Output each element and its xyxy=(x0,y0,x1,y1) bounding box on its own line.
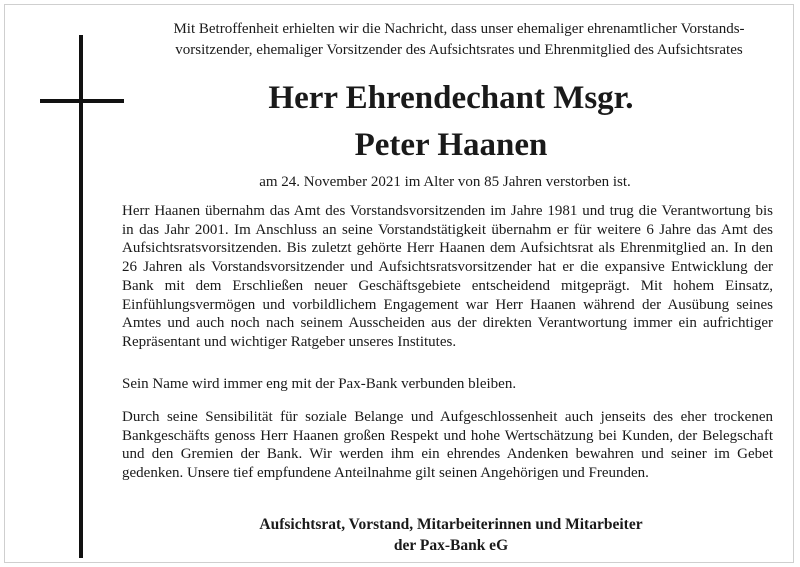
intro-line-1: Mit Betroffenheit erhielten wir die Nachricht, dass unser ehemaliger ehrenamtlicher Vorstands- xyxy=(173,21,745,37)
condolence-paragraph: Durch seine Sensibilität für soziale Belange und Aufgeschlossenheit auch jenseits des eher trockenen Bankgeschäfts genoss Herr Haanen großen Respekt und hohe Wertschätzung bei Kunden, der Belegschaft und den Gremien der Bank. Wir werden ihm ein ehrendes Andenken bewahren und seiner im Gebet gedenken. Unsere tief empfundene Anteilnahme gilt seinen Angehörigen und Freunden. xyxy=(122,409,773,482)
intro-text xyxy=(118,19,800,61)
remembrance-paragraph: Sein Name wird immer eng mit der Pax-Bank verbunden bleiben. xyxy=(122,376,517,392)
signature-line-1: Aufsichtsrat, Vorstand, Mitarbeiterinnen und Mitarbeiter xyxy=(259,516,643,533)
cross-vertical-bar xyxy=(79,35,83,558)
deceased-title: Herr Ehrendechant Msgr. xyxy=(268,80,634,116)
death-date-line: am 24. November 2021 im Alter von 85 Jahren verstorben ist. xyxy=(259,174,631,190)
cross-horizontal-bar xyxy=(40,99,124,103)
signature-line-2: der Pax-Bank eG xyxy=(393,537,509,554)
biography-paragraph: Herr Haanen übernahm das Amt des Vorstandsvorsitzenden im Jahre 1981 und trug die Verantwortung bis in das Jahr 2001. Im Anschluss an seine Vorstandstätigkeit übernahm er für weitere 6 Jahre das Amt des Aufsichtsratsvorsitzenden. Bis zuletzt gehörte Herr Haanen dem Aufsichtsrat als Ehrenmitglied an. In den 26 Jahren als Vorstandsvorsitzender und Aufsichtsratsvorsitzender hat er die expansive Entwicklung der Bank mit dem Erschließen neuer Geschäftsgebiete entscheidend mitgeprägt. Mit hohem Einsatz, Einfühlungsvermögen und vorbildlichem Engagement war Herr Haanen während der Ausübung seines Amtes und auch noch nach seinem Ausscheiden aus der direkten Verantwortung immer ein aufrichtiger Repräsentant und wichtiger Ratgeber unseres Institutes. xyxy=(122,203,773,350)
deceased-name: Peter Haanen xyxy=(354,127,548,163)
intro-line-2: vorsitzender, ehemaliger Vorsitzender des Aufsichtsrates und Ehrenmitglied des Aufsichtsrates xyxy=(175,42,743,58)
